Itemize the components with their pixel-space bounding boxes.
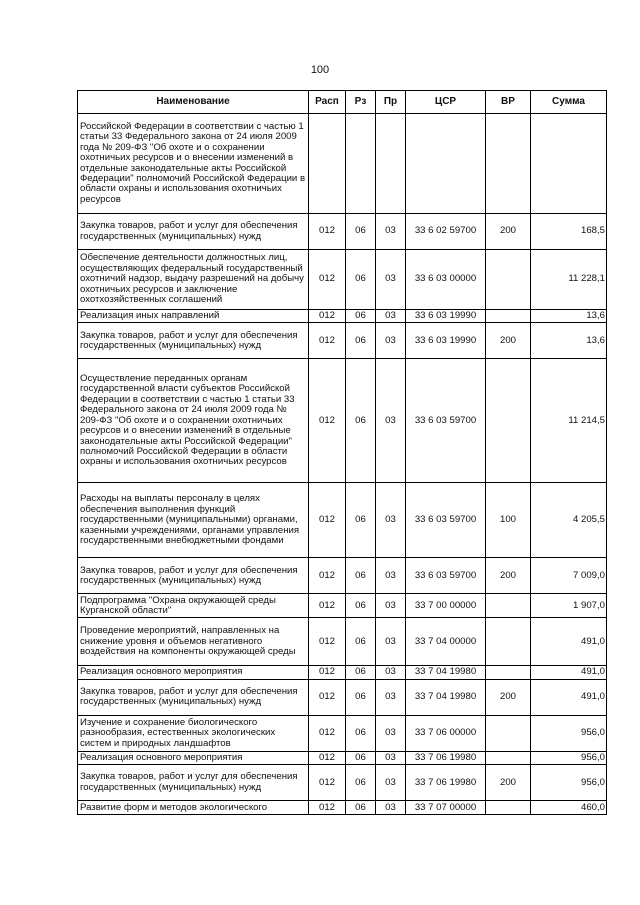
header-vr: ВР (486, 91, 531, 114)
page-number: 100 (310, 64, 330, 76)
row-rasp-cell: 012 (309, 214, 346, 250)
row-sum-cell: 168,5 (531, 214, 607, 250)
row-name-cell: Закупка товаров, работ и услуг для обеспечения государственных (муниципальных) нужд (78, 558, 309, 594)
table-row (78, 323, 607, 359)
row-rasp-cell (309, 114, 346, 214)
row-csr-cell: 33 7 04 00000 (406, 618, 486, 666)
row-csr-cell: 33 6 03 00000 (406, 250, 486, 310)
row-name-cell: Обеспечение деятельности должностных лиц, осуществляющих федеральный государственный охотничий надзор, выдачу разрешений на добычу охотничьих ресурсов и заключение охотхозяйственных соглашений (78, 250, 309, 310)
row-pr-cell: 03 (376, 310, 406, 323)
budget-table (77, 90, 607, 815)
row-rz-cell: 06 (346, 801, 376, 815)
table-body (78, 114, 607, 815)
table-row (78, 618, 607, 666)
row-name-cell: Подпрограмма "Охрана окружающей среды Курганской области" (78, 594, 309, 618)
row-rasp-cell: 012 (309, 483, 346, 558)
row-csr-cell: 33 6 03 59700 (406, 558, 486, 594)
row-rasp-cell: 012 (309, 323, 346, 359)
row-sum-cell: 491,0 (531, 679, 607, 715)
row-name-cell: Изучение и сохранение биологического разнообразия, естественных экологических систем и природных ландшафтов (78, 715, 309, 751)
row-vr-cell (486, 594, 531, 618)
row-vr-cell (486, 310, 531, 323)
row-rz-cell: 06 (346, 715, 376, 751)
row-pr-cell: 03 (376, 715, 406, 751)
row-csr-cell: 33 6 03 19990 (406, 323, 486, 359)
row-vr-cell: 100 (486, 483, 531, 558)
row-vr-cell: 200 (486, 558, 531, 594)
row-name-cell: Закупка товаров, работ и услуг для обеспечения государственных (муниципальных) нужд (78, 765, 309, 801)
row-rasp-cell: 012 (309, 594, 346, 618)
row-name-cell: Реализация основного мероприятия (78, 751, 309, 764)
table-row (78, 214, 607, 250)
row-pr-cell: 03 (376, 250, 406, 310)
table-row (78, 715, 607, 751)
row-rz-cell: 06 (346, 765, 376, 801)
row-name-cell: Закупка товаров, работ и услуг для обеспечения государственных (муниципальных) нужд (78, 323, 309, 359)
row-csr-cell: 33 7 04 19980 (406, 679, 486, 715)
row-vr-cell: 200 (486, 765, 531, 801)
row-sum-cell: 956,0 (531, 765, 607, 801)
row-csr-cell: 33 7 06 00000 (406, 715, 486, 751)
table-row (78, 359, 607, 483)
row-pr-cell: 03 (376, 765, 406, 801)
row-csr-cell: 33 6 03 59700 (406, 483, 486, 558)
row-vr-cell: 200 (486, 214, 531, 250)
row-rz-cell: 06 (346, 666, 376, 679)
row-sum-cell: 956,0 (531, 715, 607, 751)
row-csr-cell: 33 7 04 19980 (406, 666, 486, 679)
row-csr-cell: 33 7 06 19980 (406, 751, 486, 764)
row-name-cell: Закупка товаров, работ и услуг для обеспечения государственных (муниципальных) нужд (78, 214, 309, 250)
row-vr-cell: 200 (486, 679, 531, 715)
row-rz-cell: 06 (346, 323, 376, 359)
row-sum-cell: 491,0 (531, 618, 607, 666)
row-sum-cell: 491,0 (531, 666, 607, 679)
row-rz-cell: 06 (346, 618, 376, 666)
row-name-cell: Развитие форм и методов экологического (78, 801, 309, 815)
table-row (78, 594, 607, 618)
row-name-cell: Осуществление переданных органам государственной власти субъектов Российской Федерации в соответствии с частью 1 статьи 33 Федерального закона от 24 июля 2009 года № 209-ФЗ "Об охоте и о сохранении охотничьих ресурсов и о внесении изменений в отдельные законодательные акты Российской Федерации" полномочий Российской Федерации в области охраны и использования охотничьих ресурсов (78, 359, 309, 483)
row-name-cell: Реализация основного мероприятия (78, 666, 309, 679)
row-vr-cell (486, 801, 531, 815)
row-rasp-cell: 012 (309, 751, 346, 764)
table-row (78, 801, 607, 815)
table-row (78, 483, 607, 558)
row-csr-cell: 33 7 06 19980 (406, 765, 486, 801)
row-sum-cell: 4 205,5 (531, 483, 607, 558)
row-sum-cell: 11 228,1 (531, 250, 607, 310)
table-header-row (78, 91, 607, 114)
table-row (78, 765, 607, 801)
row-pr-cell: 03 (376, 618, 406, 666)
row-vr-cell (486, 114, 531, 214)
row-pr-cell: 03 (376, 483, 406, 558)
row-rasp-cell: 012 (309, 310, 346, 323)
row-rasp-cell: 012 (309, 618, 346, 666)
row-csr-cell: 33 6 03 19990 (406, 310, 486, 323)
row-name-cell: Расходы на выплаты персоналу в целях обеспечения выполнения функций государственными (муниципальными) органами, казенными учреждениями, органами управления государственными внебюджетными фондами (78, 483, 309, 558)
row-rasp-cell: 012 (309, 765, 346, 801)
row-name-cell: Российской Федерации в соответствии с частью 1 статьи 33 Федерального закона от 24 июля 2009 года № 209-ФЗ "Об охоте и о сохранении охотничьих ресурсов и о внесении изменений в отдельные законодательные акты Российской Федерации" полномочий Российской Федерации в области охраны и использования охотничьих ресурсов (78, 114, 309, 214)
row-rasp-cell: 012 (309, 359, 346, 483)
table-row (78, 666, 607, 679)
table-row (78, 558, 607, 594)
row-name-cell: Закупка товаров, работ и услуг для обеспечения государственных (муниципальных) нужд (78, 679, 309, 715)
row-pr-cell: 03 (376, 558, 406, 594)
row-csr-cell (406, 114, 486, 214)
row-rasp-cell: 012 (309, 666, 346, 679)
row-sum-cell: 13,6 (531, 323, 607, 359)
row-pr-cell: 03 (376, 666, 406, 679)
row-pr-cell: 03 (376, 214, 406, 250)
header-csr: ЦСР (406, 91, 486, 114)
row-csr-cell: 33 6 03 59700 (406, 359, 486, 483)
table-row (78, 250, 607, 310)
row-rasp-cell: 012 (309, 558, 346, 594)
row-vr-cell (486, 618, 531, 666)
table-row (78, 679, 607, 715)
row-csr-cell: 33 7 00 00000 (406, 594, 486, 618)
row-pr-cell: 03 (376, 679, 406, 715)
table-row (78, 114, 607, 214)
row-name-cell: Реализация иных направлений (78, 310, 309, 323)
row-sum-cell: 7 009,0 (531, 558, 607, 594)
row-rz-cell: 06 (346, 751, 376, 764)
row-sum-cell: 956,0 (531, 751, 607, 764)
row-csr-cell: 33 7 07 00000 (406, 801, 486, 815)
row-sum-cell (531, 114, 607, 214)
header-name: Наименование (78, 91, 309, 114)
row-sum-cell: 11 214,5 (531, 359, 607, 483)
row-rz-cell: 06 (346, 359, 376, 483)
row-vr-cell (486, 250, 531, 310)
row-rasp-cell: 012 (309, 715, 346, 751)
row-sum-cell: 460,0 (531, 801, 607, 815)
row-vr-cell (486, 359, 531, 483)
row-vr-cell (486, 715, 531, 751)
row-pr-cell: 03 (376, 359, 406, 483)
row-sum-cell: 1 907,0 (531, 594, 607, 618)
row-vr-cell (486, 666, 531, 679)
row-pr-cell (376, 114, 406, 214)
row-rasp-cell: 012 (309, 679, 346, 715)
row-rz-cell (346, 114, 376, 214)
row-pr-cell: 03 (376, 594, 406, 618)
row-rasp-cell: 012 (309, 250, 346, 310)
row-pr-cell: 03 (376, 751, 406, 764)
table-row (78, 751, 607, 764)
row-rz-cell: 06 (346, 679, 376, 715)
row-name-cell: Проведение мероприятий, направленных на снижение уровня и объемов негативного воздействия на компоненты окружающей среды (78, 618, 309, 666)
table-row (78, 310, 607, 323)
row-pr-cell: 03 (376, 801, 406, 815)
header-pr: Пр (376, 91, 406, 114)
row-rz-cell: 06 (346, 483, 376, 558)
header-rasp: Расп (309, 91, 346, 114)
row-rz-cell: 06 (346, 214, 376, 250)
header-rz: Рз (346, 91, 376, 114)
row-csr-cell: 33 6 02 59700 (406, 214, 486, 250)
row-rz-cell: 06 (346, 250, 376, 310)
row-sum-cell: 13,6 (531, 310, 607, 323)
header-sum: Сумма (531, 91, 607, 114)
row-rz-cell: 06 (346, 594, 376, 618)
row-pr-cell: 03 (376, 323, 406, 359)
row-vr-cell: 200 (486, 323, 531, 359)
row-rz-cell: 06 (346, 558, 376, 594)
row-rasp-cell: 012 (309, 801, 346, 815)
row-rz-cell: 06 (346, 310, 376, 323)
row-vr-cell (486, 751, 531, 764)
